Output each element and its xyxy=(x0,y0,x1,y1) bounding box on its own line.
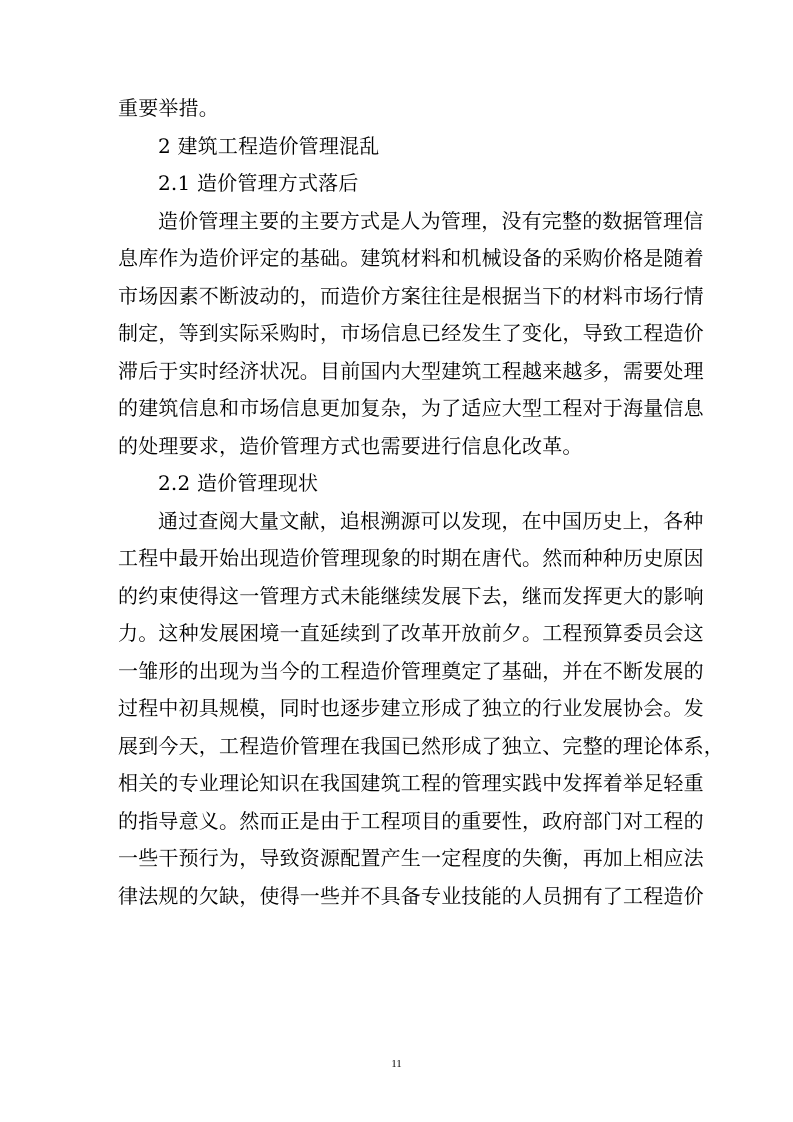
text-line: 过程中初具规模，同时也逐步建立形成了独立的行业发展协会。发 xyxy=(118,696,704,720)
text-line: 的指导意义。然而正是由于工程项目的重要性，政府部门对工程的 xyxy=(118,808,704,833)
subsection-heading: 2.2 造价管理现状 xyxy=(158,471,319,495)
text-line: 展到今天，工程造价管理在我国已然形成了独立、完整的理论体系， xyxy=(118,733,724,758)
text-line: 市场因素不断波动的，而造价方案往往是根据当下的材料市场行情 xyxy=(118,283,704,308)
text-line: 通过查阅大量文献，追根溯源可以发现，在中国历史上，各种 xyxy=(158,508,704,533)
section-heading: 2 建筑工程造价管理混乱 xyxy=(158,133,380,158)
page-number: 11 xyxy=(391,1058,402,1070)
text-line: 相关的专业理论知识在我国建筑工程的管理实践中发挥着举足轻重 xyxy=(118,771,704,795)
text-line: 律法规的欠缺，使得一些并不具备专业技能的人员拥有了工程造价 xyxy=(118,883,704,908)
body-text xyxy=(118,90,724,915)
text-line: 工程中最开始出现造价管理现象的时期在唐代。然而种种历史原因 xyxy=(118,546,704,570)
text-line: 的约束使得这一管理方式未能继续发展下去，继而发挥更大的影响 xyxy=(118,583,704,608)
text-line: 滞后于实时经济状况。目前国内大型建筑工程越来越多，需要处理 xyxy=(118,358,704,383)
text-line: 一雏形的出现为当今的工程造价管理奠定了基础，并在不断发展的 xyxy=(118,658,704,683)
text-line: 力。这种发展困境一直延续到了改革开放前夕。工程预算委员会这 xyxy=(118,621,704,645)
text-line: 重要举措。 xyxy=(118,96,219,120)
text-line: 造价管理主要的主要方式是人为管理，没有完整的数据管理信 xyxy=(158,208,704,233)
text-line: 制定，等到实际采购时，市场信息已经发生了变化，导致工程造价 xyxy=(118,321,704,345)
text-line: 的建筑信息和市场信息更加复杂，为了适应大型工程对于海量信息 xyxy=(118,396,704,420)
subsection-heading: 2.1 造价管理方式落后 xyxy=(158,171,359,195)
text-line: 息库作为造价评定的基础。建筑材料和机械设备的采购价格是随着 xyxy=(118,246,704,270)
text-line: 一些干预行为，导致资源配置产生一定程度的失衡，再加上相应法 xyxy=(118,846,704,870)
text-line: 的处理要求，造价管理方式也需要进行信息化改革。 xyxy=(118,433,583,458)
